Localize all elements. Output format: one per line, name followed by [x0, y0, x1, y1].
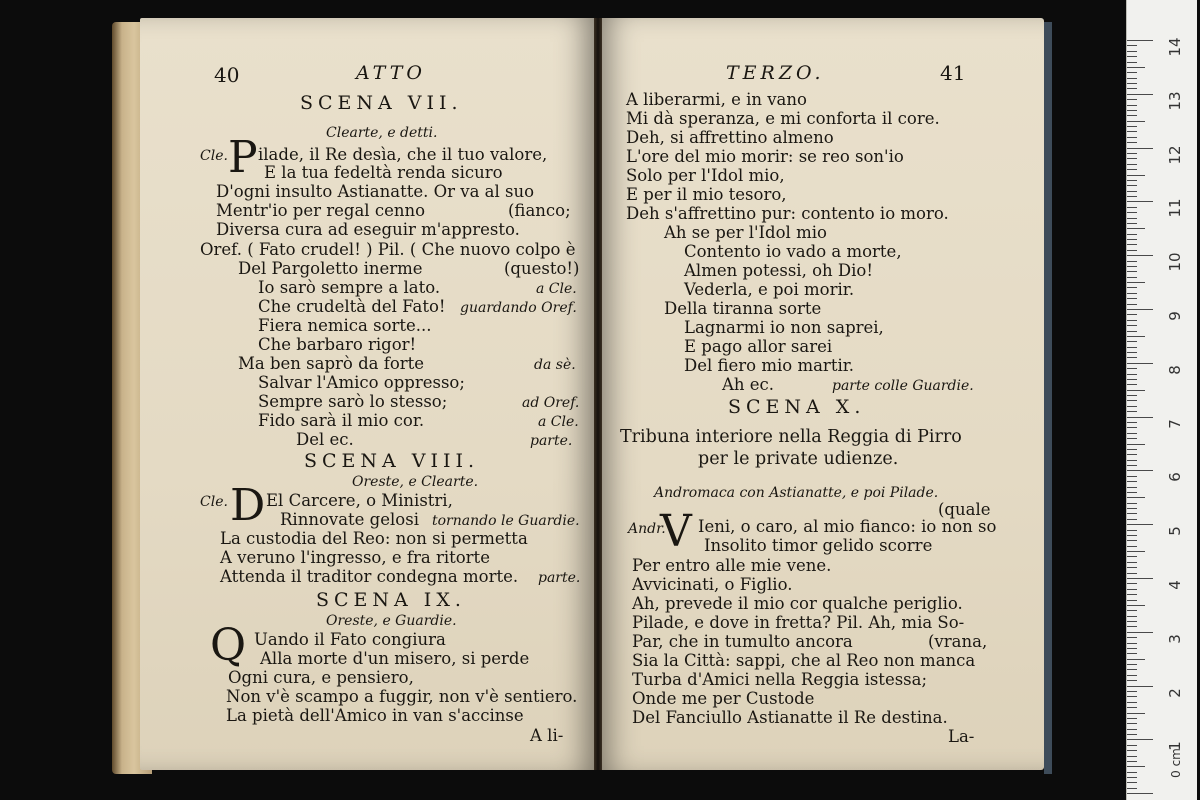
ruler-tick	[1127, 142, 1137, 143]
ruler-tick	[1127, 347, 1137, 348]
ruler-tick	[1127, 185, 1137, 186]
drop-cap: V	[660, 506, 692, 557]
ruler-label: 14	[1166, 37, 1184, 57]
running-head: TERZO.	[726, 62, 825, 84]
verse-line: Del ec.	[296, 430, 354, 449]
verse-line: Mentr'io per regal cenno	[216, 201, 426, 220]
ruler-tick	[1127, 589, 1137, 590]
verse-line: Pilade, e dove in fretta? Pil. Ah, mia So-	[632, 613, 965, 632]
verse-line: La custodia del Reo: non si permetta	[220, 529, 528, 548]
ruler-tick	[1127, 777, 1137, 778]
ruler-tick	[1127, 691, 1137, 692]
ruler-tick	[1127, 583, 1137, 584]
ruler-tick	[1127, 153, 1137, 154]
ruler-tick	[1127, 551, 1145, 552]
drop-cap: P	[228, 132, 258, 183]
ruler-tick	[1127, 180, 1137, 181]
ruler-tick	[1127, 121, 1145, 122]
ruler-tick	[1127, 707, 1137, 708]
ruler-tick	[1127, 201, 1153, 202]
ruler-tick	[1127, 266, 1137, 267]
ruler-tick	[1127, 470, 1153, 471]
stage-direction: tornando le Guardie.	[432, 513, 580, 529]
ruler-tick	[1127, 336, 1145, 337]
ruler-label: 11	[1166, 198, 1184, 218]
ruler-label: 10	[1166, 252, 1184, 272]
verse-line: E la tua fedeltà renda sicuro	[264, 163, 503, 182]
ruler-tick	[1127, 772, 1137, 773]
scene-heading: SCENA VII.	[300, 92, 463, 114]
ruler-tick	[1127, 352, 1137, 353]
verse-line: Del fiero mio martir.	[684, 356, 855, 375]
ruler-tick	[1127, 212, 1137, 213]
ruler-tick	[1127, 782, 1137, 783]
ruler-label: 2	[1166, 687, 1184, 698]
verse-overflow: (questo!)	[504, 259, 580, 278]
scene-heading: SCENA VIII.	[304, 450, 480, 472]
verse-line: Ma ben saprò da forte	[238, 354, 425, 373]
verse-line: Oref. ( Fato crudel! ) Pil. ( Che nuovo colpo è	[200, 240, 576, 259]
ruler-label: 13	[1166, 91, 1184, 111]
ruler-tick	[1127, 331, 1137, 332]
ruler-tick	[1127, 739, 1153, 740]
ruler-tick	[1127, 669, 1137, 670]
ruler-tick	[1127, 45, 1137, 46]
ruler-tick	[1127, 788, 1137, 789]
ruler-tick	[1127, 659, 1145, 660]
verse-line: A liberarmi, e in vano	[626, 90, 807, 109]
ruler-tick	[1127, 766, 1145, 767]
ruler-tick	[1127, 374, 1137, 375]
ruler-tick	[1127, 535, 1137, 536]
scene-heading: SCENA IX.	[316, 589, 466, 611]
scene-heading: SCENA X.	[728, 396, 866, 418]
ruler-tick	[1127, 379, 1137, 380]
ruler-tick	[1127, 384, 1137, 385]
ruler-label: 5	[1166, 526, 1184, 536]
ruler-tick	[1127, 400, 1137, 401]
ruler-tick	[1127, 148, 1153, 149]
ruler-tick	[1127, 40, 1153, 41]
verse-line: A veruno l'ingresso, e fra ritorte	[220, 548, 490, 567]
ruler-tick	[1127, 476, 1137, 477]
verse-line: Par, che in tumulto ancora	[632, 632, 853, 651]
ruler-tick	[1127, 255, 1153, 256]
verse-line: D'ogni insulto Astianatte. Or va al suo	[216, 182, 535, 201]
ruler-tick	[1127, 427, 1137, 428]
ruler-tick	[1127, 433, 1137, 434]
ruler-tick	[1127, 605, 1145, 606]
ruler-tick	[1127, 341, 1137, 342]
ruler-tick	[1127, 250, 1137, 251]
ruler-tick	[1127, 223, 1137, 224]
ruler-tick	[1127, 675, 1137, 676]
ruler-tick	[1127, 320, 1137, 321]
ruler-tick	[1127, 406, 1137, 407]
ruler-tick	[1127, 298, 1137, 299]
ruler-tick	[1127, 363, 1153, 364]
ruler-tick	[1127, 88, 1137, 89]
ruler-tick	[1127, 282, 1145, 283]
ruler-tick	[1127, 395, 1137, 396]
ruler-tick	[1127, 465, 1137, 466]
ruler-tick	[1127, 228, 1145, 229]
ruler-tick	[1127, 131, 1137, 132]
page-number: 41	[940, 61, 966, 85]
scene-characters: Oreste, e Clearte.	[352, 474, 479, 490]
verse-line: Onde me per Custode	[632, 689, 815, 708]
ruler-tick	[1127, 72, 1137, 73]
ruler-tick	[1127, 390, 1145, 391]
ruler-tick	[1127, 271, 1137, 272]
verse-line: E pago allor sarei	[684, 337, 833, 356]
ruler-tick	[1127, 610, 1137, 611]
verse-line: Alla morte d'un misero, si perde	[260, 649, 530, 668]
ruler-tick	[1127, 556, 1137, 557]
measuring-ruler	[1126, 0, 1197, 800]
scene-characters: Oreste, e Guardie.	[326, 613, 457, 629]
verse-line: Io sarò sempre a lato.	[258, 278, 441, 297]
ruler-tick	[1127, 702, 1137, 703]
ruler-tick	[1127, 729, 1137, 730]
stage-direction: a Cle.	[536, 281, 577, 297]
ruler-tick	[1127, 196, 1137, 197]
ruler-tick	[1127, 594, 1137, 595]
ruler-tick	[1127, 573, 1137, 574]
verse-line: Non v'è scampo a fuggir, non v'è sentiero.	[226, 687, 578, 706]
ruler-tick	[1127, 191, 1137, 192]
verse-line: Salvar l'Amico oppresso;	[258, 373, 465, 392]
verse-line: Mi dà speranza, e mi conforta il core.	[626, 109, 940, 128]
verse-line: Contento io vado a morte,	[684, 242, 902, 261]
ruler-tick	[1127, 417, 1153, 418]
verse-line: Ogni cura, e pensiero,	[228, 668, 414, 687]
ruler-tick	[1127, 115, 1137, 116]
verse-overflow: (fianco;	[508, 201, 571, 220]
drop-cap: Q	[210, 620, 247, 671]
ruler-tick	[1127, 487, 1137, 488]
verse-overflow: (quale	[938, 500, 991, 519]
verse-line: Lagnarmi io non saprei,	[684, 318, 884, 337]
verse-line: Fiera nemica sorte...	[258, 316, 432, 335]
ruler-label: 4	[1166, 580, 1184, 590]
ruler-tick	[1127, 422, 1137, 423]
ruler-tick	[1127, 293, 1137, 294]
scene-characters: Andromaca con Astianatte, e poi Pilade.	[654, 485, 939, 501]
ruler-tick	[1127, 648, 1137, 649]
ruler-tick	[1127, 110, 1137, 111]
ruler-tick	[1127, 234, 1137, 235]
ruler-tick	[1127, 287, 1137, 288]
speaker-label: Andr.	[628, 521, 666, 537]
ruler-tick	[1127, 530, 1137, 531]
ruler-tick	[1127, 664, 1137, 665]
verse-line: Che barbaro rigor!	[258, 335, 417, 354]
verse-line: Del Fanciullo Astianatte il Re destina.	[632, 708, 948, 727]
verse-line: Solo per l'Idol mio,	[626, 166, 785, 185]
ruler-tick	[1127, 723, 1137, 724]
ruler-tick	[1127, 680, 1137, 681]
verse-line: Ieni, o caro, al mio fianco: io non so	[698, 517, 997, 536]
ruler-tick	[1127, 309, 1153, 310]
ruler-tick	[1127, 126, 1137, 127]
ruler-tick	[1127, 158, 1137, 159]
ruler-tick	[1127, 756, 1137, 757]
verse-line: Insolito timor gelido scorre	[704, 536, 933, 555]
ruler-tick	[1127, 497, 1145, 498]
ruler-tick	[1127, 411, 1137, 412]
ruler-tick	[1127, 524, 1153, 525]
ruler-tick	[1127, 137, 1137, 138]
verse-line: Del Pargoletto inerme	[238, 259, 423, 278]
verse-line: El Carcere, o Ministri,	[266, 491, 453, 510]
ruler-tick	[1127, 444, 1145, 445]
verse-line: Almen potessi, oh Dio!	[684, 261, 873, 280]
stage-direction: da sè.	[534, 357, 576, 373]
ruler-label: 1	[1166, 741, 1184, 752]
ruler-tick	[1127, 696, 1137, 697]
ruler-tick	[1127, 745, 1137, 746]
ruler-tick	[1127, 734, 1137, 735]
ruler-label: 9	[1166, 311, 1184, 321]
ruler-tick	[1127, 637, 1137, 638]
ruler-tick	[1127, 94, 1153, 95]
ruler-tick	[1127, 175, 1145, 176]
verse-line: Che crudeltà del Fato!	[258, 297, 446, 316]
ruler-tick	[1127, 62, 1137, 63]
verse-line: Per entro alle mie vene.	[632, 556, 832, 575]
stage-direction: guardando Oref.	[460, 300, 577, 316]
ruler-label: 12	[1166, 145, 1184, 165]
verse-line: Fido sarà il mio cor.	[258, 411, 425, 430]
speaker-label: Cle.	[200, 494, 228, 510]
ruler-tick	[1127, 454, 1137, 455]
verse-line: E per il mio tesoro,	[626, 185, 787, 204]
ruler-tick	[1127, 686, 1153, 687]
verse-line: Vederla, e poi morir.	[684, 280, 855, 299]
verse-line: Diversa cura ad eseguir m'appresto.	[216, 220, 520, 239]
ruler-tick	[1127, 460, 1137, 461]
ruler-tick	[1127, 368, 1137, 369]
ruler-tick	[1127, 616, 1137, 617]
verse-line: L'ore del mio morir: se reo son'io	[626, 147, 904, 166]
ruler-tick	[1127, 718, 1137, 719]
ruler-tick	[1127, 78, 1137, 79]
ruler-tick	[1127, 169, 1137, 170]
verse-line: Deh s'affrettino pur: contento io moro.	[626, 204, 949, 223]
drop-cap: D	[230, 480, 266, 531]
verse-line: Sempre sarò lo stesso;	[258, 392, 448, 411]
ruler-tick	[1127, 357, 1137, 358]
ruler-tick	[1127, 105, 1137, 106]
verse-line: Ah ec.	[722, 375, 775, 394]
ruler-tick	[1127, 244, 1137, 245]
ruler-tick	[1127, 164, 1137, 165]
catchword: La-	[948, 727, 975, 746]
ruler-tick	[1127, 643, 1137, 644]
ruler-tick	[1127, 304, 1137, 305]
ruler-tick	[1127, 207, 1137, 208]
speaker-label: Cle.	[200, 148, 228, 164]
page-number: 40	[214, 63, 240, 87]
ruler-tick	[1127, 540, 1137, 541]
ruler-tick	[1127, 503, 1137, 504]
stage-direction: parte.	[530, 433, 573, 449]
ruler-tick	[1127, 99, 1137, 100]
verse-line: Deh, si affrettino almeno	[626, 128, 834, 147]
ruler-label: 3	[1166, 634, 1184, 644]
setting-title: per le private udienze.	[698, 449, 899, 469]
verse-line: Attenda il traditor condegna morte.	[220, 567, 519, 586]
setting-title: Tribuna interiore nella Reggia di Pirro	[620, 427, 962, 447]
running-head: ATTO	[356, 62, 426, 84]
ruler-tick	[1127, 632, 1153, 633]
ruler-tick	[1127, 508, 1137, 509]
ruler-tick	[1127, 56, 1137, 57]
ruler-tick	[1127, 578, 1153, 579]
ruler-unit: 0 cm	[1168, 748, 1183, 778]
scene-characters: Clearte, e detti.	[326, 125, 438, 141]
ruler-tick	[1127, 761, 1137, 762]
verse-line: Turba d'Amici nella Reggia istessa;	[632, 670, 928, 689]
ruler-tick	[1127, 546, 1137, 547]
verse-line: Della tiranna sorte	[664, 299, 822, 318]
book-gutter	[594, 18, 602, 770]
verse-line: ilade, il Re desìa, che il tuo valore,	[258, 145, 548, 164]
verse-line: Avvicinati, o Figlio.	[632, 575, 793, 594]
ruler-tick	[1127, 83, 1137, 84]
ruler-tick	[1127, 239, 1137, 240]
verse-line: La pietà dell'Amico in van s'accinse	[226, 706, 524, 725]
stage-direction: ad Oref.	[522, 395, 580, 411]
stage-direction: a Cle.	[538, 414, 579, 430]
verse-line: Ah se per l'Idol mio	[664, 223, 827, 242]
ruler-tick	[1127, 51, 1137, 52]
verse-line: Ah, prevede il mio cor qualche periglio.	[632, 594, 963, 613]
ruler-tick	[1127, 449, 1137, 450]
ruler-tick	[1127, 793, 1153, 794]
ruler-label: 7	[1166, 418, 1184, 429]
ruler-label: 8	[1166, 365, 1184, 375]
ruler-tick	[1127, 67, 1145, 68]
ruler-tick	[1127, 513, 1137, 514]
ruler-tick	[1127, 481, 1137, 482]
ruler-tick	[1127, 653, 1137, 654]
verse-overflow: (vrana,	[928, 632, 988, 651]
verse-line: Sia la Città: sappi, che al Reo non manca	[632, 651, 976, 670]
ruler-tick	[1127, 713, 1145, 714]
ruler-tick	[1127, 626, 1137, 627]
ruler-tick	[1127, 519, 1137, 520]
ruler-tick	[1127, 438, 1137, 439]
stage-direction: parte.	[538, 570, 581, 586]
ruler-label: 6	[1166, 472, 1184, 483]
ruler-tick	[1127, 567, 1137, 568]
ruler-tick	[1127, 750, 1137, 751]
book-mount	[1044, 22, 1052, 774]
ruler-tick	[1127, 492, 1137, 493]
ruler-tick	[1127, 600, 1137, 601]
catchword: A li-	[530, 726, 564, 745]
ruler-tick	[1127, 261, 1137, 262]
ruler-tick	[1127, 562, 1137, 563]
stage-direction: parte colle Guardie.	[832, 378, 974, 394]
ruler-tick	[1127, 277, 1137, 278]
verse-line: Rinnovate gelosi	[280, 510, 419, 529]
ruler-tick	[1127, 314, 1137, 315]
ruler-tick	[1127, 621, 1137, 622]
ruler-tick	[1127, 325, 1137, 326]
verse-line: Uando il Fato congiura	[254, 630, 446, 649]
ruler-tick	[1127, 218, 1137, 219]
